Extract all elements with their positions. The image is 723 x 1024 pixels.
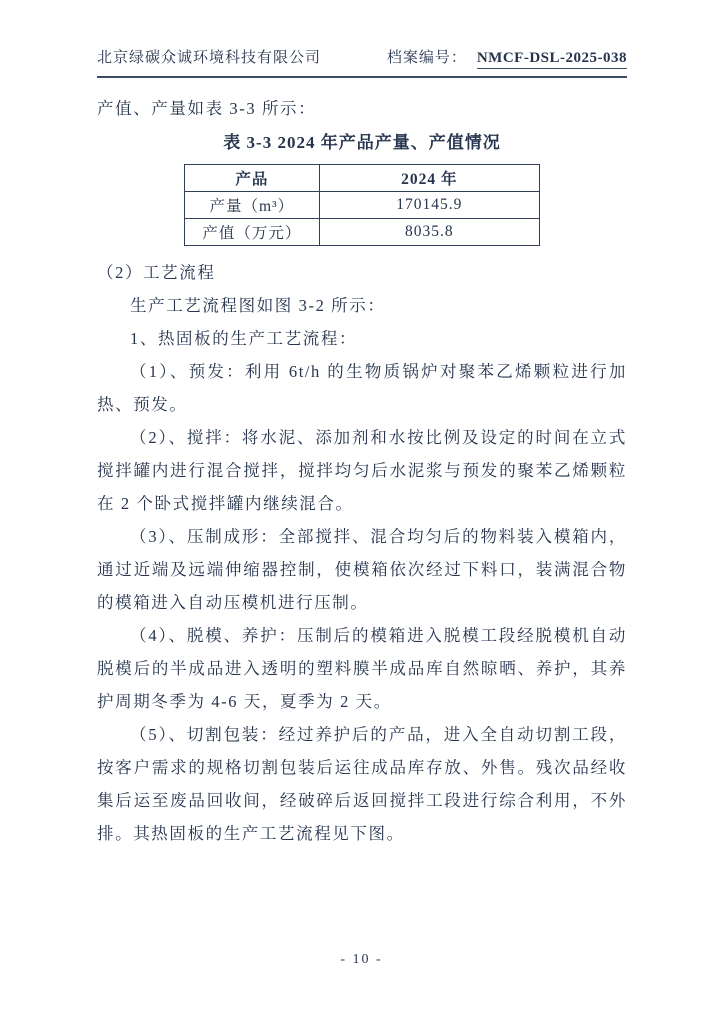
production-table (184, 164, 540, 246)
table-cell-label: 产值（万元） (185, 219, 320, 246)
table-header-year: 2024 年 (319, 165, 539, 192)
table-header-product: 产品 (185, 165, 320, 192)
document-body (97, 92, 627, 850)
table-cell-value: 170145.9 (319, 192, 539, 219)
page-number: - 10 - (340, 952, 383, 967)
table-caption: 表 3-3 2024 年产品产量、产值情况 (223, 133, 501, 152)
paragraph: （1）、预发：利用 6t/h 的生物质锅炉对聚苯乙烯颗粒进行加热、预发。 (97, 362, 627, 414)
paragraph: （5）、切割包装：经过养护后的产品，进入全自动切割工段，按客户需求的规格切割包装后运往成品库存放、外售。残次品经收集后运至废品回收间，经破碎后返回搅拌工段进行综合利用，不外排。其热固板的生产工艺流程见下图。 (97, 725, 627, 843)
page-header (97, 46, 627, 78)
paragraph: 生产工艺流程图如图 3-2 所示： (130, 296, 386, 315)
paragraph: （2）工艺流程 (97, 263, 216, 282)
company-name: 北京绿碳众诚环境科技有限公司 (97, 50, 322, 66)
archive-field (387, 46, 627, 69)
table-row (185, 192, 540, 219)
paragraph: （2）、搅拌：将水泥、添加剂和水按比例及设定的时间在立式搅拌罐内进行混合搅拌，搅拌均匀后水泥浆与预发的聚苯乙烯颗粒在 2 个卧式搅拌罐内继续混合。 (97, 428, 627, 513)
table-header-row (185, 165, 540, 192)
paragraph: （3）、压制成形：全部搅拌、混合均匀后的物料装入模箱内，通过近端及远端伸缩器控制，使模箱依次经过下料口，装满混合物的模箱进入自动压模机进行压制。 (97, 527, 627, 612)
table-row (185, 219, 540, 246)
paragraph: （4）、脱模、养护：压制后的模箱进入脱模工段经脱模机自动脱模后的半成品进入透明的塑料膜半成品库自然晾晒、养护，其养护周期冬季为 4-6 天，夏季为 2 天。 (97, 626, 627, 711)
table-cell-value: 8035.8 (319, 219, 539, 246)
intro-paragraph: 产值、产量如表 3-3 所示： (97, 99, 317, 118)
archive-number: NMCF-DSL-2025-038 (477, 50, 627, 69)
page-content (97, 46, 627, 850)
archive-label: 档案编号： (386, 50, 467, 66)
table-cell-label: 产量（m³） (185, 192, 320, 219)
paragraph: 1、热固板的生产工艺流程： (130, 329, 358, 348)
